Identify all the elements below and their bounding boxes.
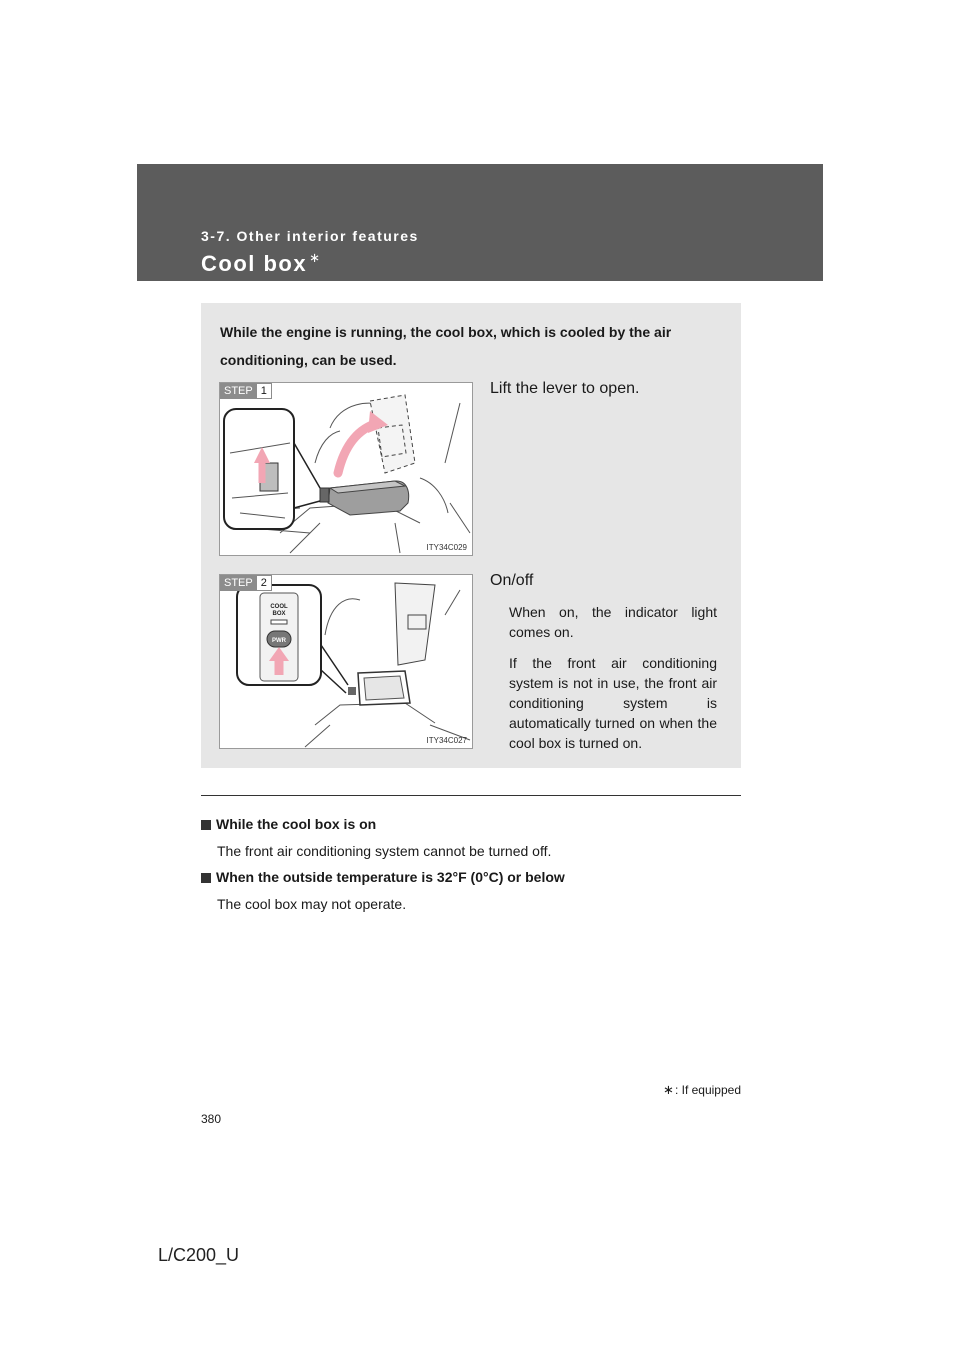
page-title: [201, 250, 322, 277]
intro-text: While the engine is running, the cool box, which is cooled by the air conditioning, can be used.: [220, 324, 672, 368]
step-badge-label: STEP: [220, 383, 257, 399]
step2-note: When on, the indicator light comes on.: [509, 604, 717, 640]
step2-note: If the front air conditioning system is not in use, the front air conditioning system is automatically turned on when the cool box is turned on.: [509, 655, 717, 751]
step-badge-number: 2: [257, 575, 272, 591]
section-label: 3-7. Other interior features: [201, 228, 419, 244]
cool-box-switch-illustration: [220, 575, 473, 749]
step-badge: [220, 383, 272, 399]
divider: [201, 795, 741, 796]
note-heading: [201, 815, 741, 833]
step2-illustration: [219, 574, 473, 749]
footnote: [663, 1082, 741, 1098]
square-bullet-icon: [201, 820, 211, 830]
armrest-lever-illustration: [220, 383, 473, 556]
square-bullet-icon: [201, 873, 211, 883]
pwr-label: PWR: [272, 638, 286, 644]
note-body: The cool box may not operate.: [217, 896, 407, 912]
step2-text: On/off: [490, 572, 534, 589]
footnote-text: : If equipped: [674, 1083, 741, 1097]
image-code: ITY34C027: [426, 736, 467, 745]
step-badge-number: 1: [257, 383, 272, 399]
note-heading: [201, 868, 741, 886]
note-heading-text: While the cool box is on: [216, 816, 377, 832]
box-label: BOX: [272, 611, 286, 617]
asterisk-icon: ∗: [663, 1082, 674, 1097]
note-body: The front air conditioning system cannot be turned off.: [217, 843, 552, 859]
document-code: L/C200_U: [158, 1245, 240, 1265]
step1-illustration: [219, 382, 473, 556]
cool-label: COOL: [270, 604, 288, 610]
step1-text: Lift the lever to open.: [490, 380, 640, 397]
note-heading-text: When the outside temperature is 32°F (0°C) or below: [216, 869, 565, 885]
page-number: 380: [201, 1112, 222, 1126]
step-badge-label: STEP: [220, 575, 257, 591]
equipped-mark: ∗: [309, 250, 322, 265]
page-title-text: Cool box: [201, 251, 308, 276]
notes-section: [201, 815, 741, 921]
step-badge: [220, 575, 272, 591]
image-code: ITY34C029: [426, 543, 467, 552]
